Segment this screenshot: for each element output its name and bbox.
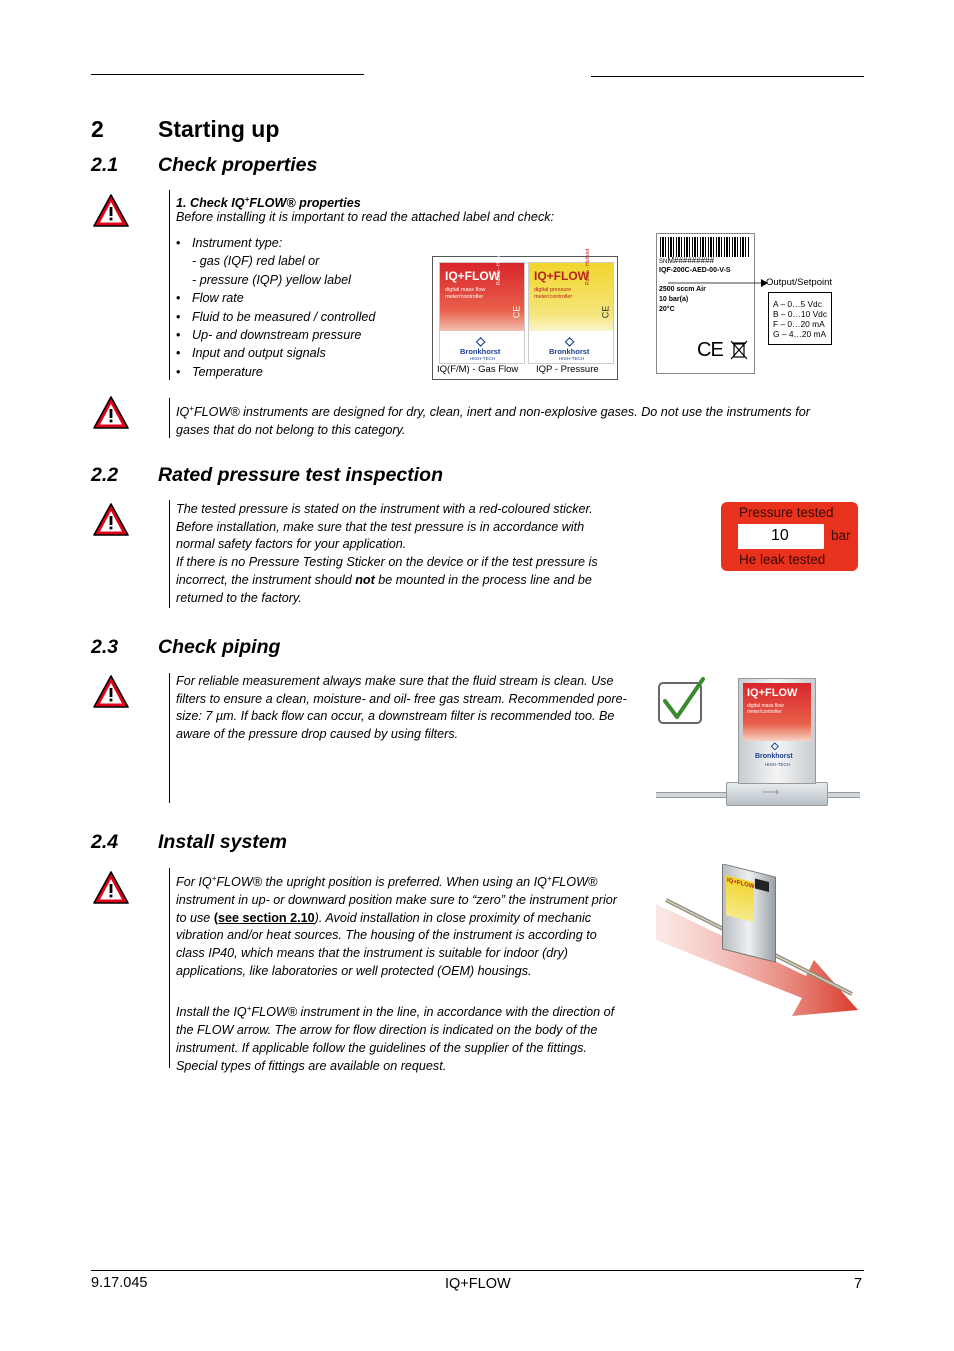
section-link[interactable]: (see section 2.10 [213, 910, 315, 925]
instrument-labels-figure [432, 248, 618, 380]
section-2-1-bar [169, 190, 170, 380]
caption-gas: IQ(F/M) - Gas Flow [437, 364, 519, 375]
piping-figure [656, 672, 860, 806]
sticker-value-box [738, 524, 824, 549]
warning-icon [93, 871, 129, 905]
caption-pressure: IQP - Pressure [536, 364, 599, 375]
list-item: • Flow rate [176, 289, 426, 307]
output-pointer-arrow [668, 278, 768, 288]
pressure-tested-sticker [721, 502, 858, 571]
chapter-number: 2 [91, 116, 104, 142]
list-item: • Temperature [176, 363, 426, 381]
footer-rule [91, 1270, 864, 1271]
logo-sub: HIGH-TECH [765, 762, 790, 767]
serial-number: SNM######### [659, 256, 715, 265]
warning-icon [93, 503, 129, 537]
instrument-brand: IQ+FLOW [727, 877, 755, 891]
logo-sub: HIGH-TECH [470, 356, 495, 361]
check-properties-title: 1. Check IQ+FLOW® properties [176, 195, 361, 211]
section-2-3-number: 2.3 [91, 636, 119, 658]
install-system-text: For IQ+FLOW® the upright position is preferred. When using an IQ+FLOW® instrument in up- or downward position make sure to “zero” the instrument prior to use (see section 2.10). Avoid installation in close proximity of mechanic vibration and/or heat sources. The housing of the instrument is according to class IP40, which means that the instrument is suitable for indoor (dry) applications, like laboratories or well protected (OEM) housings. Install the IQ+FLOW® instrument in the line, in accordance with the direction of the FLOW arrow. The arrow for flow direction is indicated on the body of the instrument. If applicable follow the guidelines of the supplier of the fittings. Special types of fittings are available on request. [176, 874, 617, 1073]
output-option: B – 0…10 Vdc [773, 309, 828, 319]
list-item: • Fluid to be measured / controlled [176, 308, 426, 326]
logo-name: Bronkhorst [549, 347, 590, 356]
section-2-1-title: Check properties [158, 154, 318, 176]
pressure-label-side-text: Ruurlo - Holland [585, 248, 591, 285]
properties-list [176, 234, 426, 381]
gas-label-sub: meter/controller [445, 294, 484, 300]
section-2-2-bar [169, 500, 170, 608]
section-2-4-title: Install system [158, 831, 287, 853]
output-options-box [768, 292, 832, 345]
note-bar [169, 398, 170, 438]
rating-label [656, 233, 755, 374]
output-option: G – 4…20 mA [773, 329, 827, 339]
output-option: F – 0…20 mA [773, 319, 825, 329]
output-option: A – 0…5 Vdc [773, 299, 822, 309]
footer-doc-number: 9.17.045 [91, 1275, 148, 1291]
bronkhorst-logo-icon: ◇ [476, 334, 486, 348]
header-rule-right [591, 76, 864, 77]
sticker-top-text: Pressure tested [739, 505, 834, 520]
gas-label [439, 248, 525, 364]
list-item: • Up- and downstream pressure [176, 326, 426, 344]
pressure-label-sub: meter/controller [534, 294, 573, 300]
gas-label-brand: IQ+FLOW [445, 269, 500, 283]
install-figure [656, 864, 858, 1020]
ce-mark: CE [600, 305, 611, 319]
header-rule-left [91, 74, 364, 75]
weee-bin-icon [729, 339, 749, 361]
bronkhorst-logo-icon: ◇ [565, 334, 575, 348]
logo-name: Bronkhorst [460, 347, 501, 356]
output-setpoint-title: Output/Setpoint [766, 277, 833, 288]
instrument-body [738, 678, 816, 784]
footer-title: IQ+FLOW [445, 1276, 511, 1292]
model-code: IQF-200C-AED-00-V-S [659, 267, 731, 274]
warning-icon [93, 396, 129, 430]
section-2-3-title: Check piping [158, 636, 281, 658]
section-2-2-title: Rated pressure test inspection [158, 464, 443, 486]
ce-mark: CE [511, 305, 522, 319]
sticker-unit: bar [831, 528, 851, 543]
rating-line: 2500 sccm Air [659, 286, 706, 293]
section-2-4-number: 2.4 [91, 831, 119, 853]
gas-usage-note: IQ+FLOW® instruments are designed for dry, clean, inert and non-explosive gases. Do not use the instruments for gases that do not belong to this category. [176, 404, 810, 437]
ce-mark: CE [697, 339, 723, 361]
footer-page-number: 7 [854, 1276, 863, 1292]
instrument-brand: IQ+FLOW [747, 687, 798, 699]
logo-name: Bronkhorst [755, 753, 793, 760]
warning-icon [93, 194, 129, 228]
flow-arrow-icon: ⟶ [762, 785, 780, 799]
instrument-sub: digital mass flow [747, 703, 784, 709]
logo-sub: HIGH-TECH [559, 356, 584, 361]
instrument-body [722, 864, 776, 963]
rating-line: 20°C [659, 306, 675, 313]
pressure-label [528, 248, 614, 364]
list-item: • Input and output signals [176, 344, 426, 362]
section-2-1-number: 2.1 [91, 154, 119, 176]
pressure-label-sub: digital pressure [534, 287, 572, 293]
pressure-test-text: The tested pressure is stated on the instrument with a red-coloured sticker. Before installation, make sure that the test pressure is in accordance with normal safety factors for your application. If there is no Pressure Testing Sticker on the device or if the test pressure is incorrect, the instrument should not be mounted in the process line and be returned to the factory. [176, 502, 598, 605]
instrument-sub: meter/controller [747, 709, 782, 715]
gas-label-side-text: Ruurlo - Holland [496, 248, 502, 285]
section-2-4-bar [169, 868, 170, 1068]
check-properties-intro: Before installing it is important to read the attached label and check: [176, 210, 555, 224]
sticker-value: 10 [771, 527, 789, 544]
chapter-title: Starting up [158, 116, 280, 142]
bronkhorst-logo-icon: ◇ [771, 741, 779, 752]
check-piping-text: For reliable measurement always make sure that the fluid stream is clean. Use filters to ensure a clean, moisture- and oil- free gas stream. Recommended pore-size: 7 µm. If back flow can occur, a downstream filter is recommended too. Be aware of the pressure drop caused by using filters. [176, 674, 627, 742]
checkmark-icon [657, 676, 705, 726]
rating-line: 10 bar(a) [659, 296, 689, 303]
section-2-2-number: 2.2 [91, 464, 119, 486]
pressure-label-brand: IQ+FLOW [534, 269, 589, 283]
section-2-3-bar [169, 673, 170, 803]
barcode [660, 237, 750, 257]
sticker-bottom-text: He leak tested [739, 552, 826, 567]
warning-icon [93, 675, 129, 709]
gas-label-sub: digital mass flow [445, 287, 486, 293]
list-item: • Instrument type: - gas (IQF) red label or - pressure (IQP) yellow label [176, 234, 426, 289]
